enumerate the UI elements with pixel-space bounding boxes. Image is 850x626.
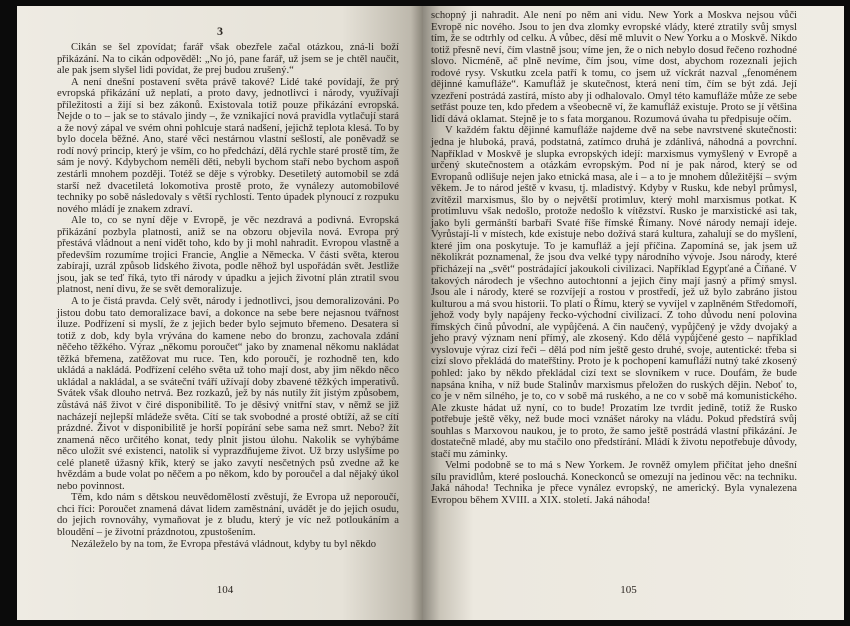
paragraph: schopný ji nahradit. Ale není po něm ani vidu. New York a Moskva nejsou vůči Evropě nic nového. Jsou to jen dva zlomky evropské vlády, které ztratily svůj smysl tím, že se odtrhly od celku. A vůbec, děsí mě mluvit o New Yorku a o Moskvě. Nikdo totiž přesně neví, čím vlastně jsou; víme jen, že o nich nebylo dosud řečeno rozhodné slovo. Nicméně, ač plně nevíme, čím jsou, víme dost, abychom rozeznali jejich rodové rysy. Vskutku zcela patří k tomu, co jsem už víckrát nazval „fenoménem dějinné kamufláže“. Kamufláž je skutečnost, která není tím, čím se být zdá. Její vzezření postrádá zastírá, místo aby ji odhalovalo. Omyl této kamufláže může ze sebe setřást pouze ten, kdo předem a všeobecně ví, že kamufláž existuje. Proto se jí většina lidí dává oklamat. Stejně je to s fata morganou. Rozumová úvaha tu předpisuje očím. bbox=[431, 10, 797, 125]
paragraph: V každém faktu dějinné kamufláže najdeme dvě na sebe navrstvené skutečnosti: jedna je hluboká, pravá, podstatná, zatímco druhá je zdánlivá, náhodná a povrchní. Například v Moskvě je slupka evropských idejí: marxismus vymyšlený v Evropě a určený skutečnostem a otázkám evropským. Pod ní je pak národ, který se od Evropanů odlišuje nejen jako etnická masa, ale i – a to je mnohem důležitější – svým věkem. Je to národ ještě v kvasu, tj. mladistvý. Kdyby v Rusku, kde nebyl průmysl, zvítězil marxismus, šlo by o největší protimluv, který mohl marxismus potkat. K protimluvu však nedošlo, protože nedošlo k vítězství. Rusko je marxistické asi tak, jako byli germánští barbaři Svaté říše římské Římany. Nové národy nemají ideje. Vyrůstají-li v místech, kde existuje nebo dožívá stará kultura, zahalují se do myšlení, které jim ona poskytuje. To je kamufláž a její příčina. Zapomíná se, jak jsem už několikrát poznamenal, že jsou dva velké typy národního vývoje. Jsou národy, které přicházejí na „svět“ postrádající jakoukoli civilizaci. Například Egypťané a Číňané. V takových národech je všechno autochtonní a jejich činy mají jasný a přímý smysl. Jsou ale i národy, které se rozvíjejí a rostou v prostředí, jež už bylo zabráno jistou kulturou a má svou historii. To platí o Římu, který se vyvíjel v zaplněném Středomoří, jehož vody byly napájeny řecko-východní civilizací. Z toho důvodu není polovina římských činů původní, ale vypůjčená. A čin naučený, vypůjčený je vždy dvojaký a jeho pravý význam není přímý, ale zkosený. Kdo dělá vypůjčené gesto – například vyslovuje výraz cizí řeči – dělá pod ním ještě gesto druhé, svoje, autentické: třeba si cizí slovo překládá do mateřštiny. Proto je k pochopení kamufláží nutný také zkosený pohled: jako by někdo překládal cizí text se slovníkem v ruce. Doufám, že bude napsána kniha, v níž bude Stalinův marxismus přeložen do ruských dějin. Neboť to, co je v něm silného, je to, co v sobě má ruského, a ne co v sobě má komunistického. Ale zkuste hádat už nyní, co to bude! Prozatím lze tvrdit jedině, totiž že Rusko potřebuje ještě věky, než bude moci vznášet nároky na vládu. Pokud předstírá svůj souhlas s Marxovou naukou, je to proto, že samo ještě postrádá vlastní přikázání. Je dostatečně mladé, aby mu stačilo ono předstírání. Mládí k životu nepotřebuje důvody, stačí mu záminky. bbox=[431, 125, 797, 460]
right-page-text bbox=[431, 10, 797, 507]
paragraph: Ale to, co se nyní děje v Evropě, je věc nezdravá a podivná. Evropská přikázání pozbyla platnosti, aniž se na obzoru objevila nová. Evropa prý přestává vládnout a není vidět toho, kdo by ji mohl nahradit. Evropou vlastně a především rozumíme trojici Francie, Anglie a Německa. V části světa, kterou zabírají, uzrál způsob lidského života, podle něhož byl uspořádán svět. Jestliže jsou, jak se teď říká, tyto tři národy v úpadku a jejich životní plán ztratil svou platnost, není divu, že se svět demoralizuje. bbox=[57, 215, 399, 296]
paragraph: Nezáleželo by na tom, že Evropa přestává vládnout, kdyby tu byl někdo bbox=[71, 538, 377, 550]
left-page bbox=[17, 6, 423, 620]
paragraph: A to je čistá pravda. Celý svět, národy i jednotlivci, jsou demoralizováni. Po jistou dobu tato demoralizace baví, a dokonce na sebe bere nejasnou tvářnost iluze. Podřízení si myslí, že z jejich beder bylo sejmuto břemeno. Desatera si totiž z dob, kdy byla vrývána do kamene nebo do bronzu, zachovala zdání něčeho těžkého. Výraz „někomu poroučet“ jako by znamenal někomu nakládat těžká břemena, zatěžovat mu ruce. Ten, kdo poroučí, je rozhodně ten, kdo ukládá a nakládá. Podřízení celého světa už toho mají dost, aby jim někdo něco ukládal a nakládal, a se sváteční tváří užívají doby zbavené těžkých imperativů. Svátek však dlouho netrvá. Bez rozkazů, jež by nás nutily žít jistým způsobem, zůstává náš život v čiré disponibilitě. To je děsivý vnitřní stav, v němž se již nacházejí nejlepší mládeže světa. Cítí se tak svobodné a prosté obtíží, až se cítí prázdné. Život v disponibilitě je horší popírání sebe sama než smrt. Nebo? žít znamená něco určitého konat, tedy plnit jistou úlohu. Nakolik se vyhýbáme něco uložit své existenci, natolik si vyprazdňujeme život. Už brzy uslyšíme po celé planetě úžasný křik, který se jako zavytí nesčetných psů zvedne až ke hvězdám a bude volat po něčem a po někom, kdo by poroučel a dal nějaký úkol nebo povinnost. bbox=[57, 296, 399, 492]
paragraph: Těm, kdo nám s dětskou neuvědomělostí zvěstují, že Evropa už neporoučí, chci říci: Poroučet znamená dávat lidem zaměstnání, uvádět je do jejich osudu, do jejich rovnováhy, vymaňovat je z bludu, který je víc než potloukáním a bloudění – je životní prázdnotou, zpustošením. bbox=[57, 492, 399, 538]
paragraph: Cikán se šel zpovídat; farář však obezřele začal otázkou, zná-li boží přikázání. Na to cikán odpověděl: „No jó, pane farář, už jsem se je chtěl naučit, ale pak jsem slyšel lidi povídat, že prej budou zrušený.“ bbox=[57, 42, 399, 77]
left-header-number: 3 bbox=[217, 24, 223, 38]
paragraph: A není dnešní postavení světa právě takové? Lidé také povídají, že prý evropská přikázání už neplatí, a proto davy, jednotlivci i národy, využívají příležitosti a žijí si bez zákonů. Existovala totiž pouze přikázání evropská. Nejde o to – jak se to stávalo jindy –, že vznikající nová pravidla vytlačují stará a že nový zápal ve svém ohni pohlcuje stará nadšení, jejichž teplota klesá. To by bylo docela běžné. Ano, staré věci nestárnou vlastní sešlostí, ale poněvadž se rodí nový princip, který je vším, co ho předchází, dělá rychle staré prostě tím, že sám je nový. Kdybychom neměli děti, nebyli bychom staří nebo bychom aspoň zestárli mnohem později. Totéž se děje s výrobky. Desetiletý automobil se zdá starší než dvacetiletá lokomotiva prostě proto, že vynálezy automobilové techniky po sobě následovaly s větší rychlostí. Tento úpadek plynoucí z rozpuku nového mládí je znakem zdraví. bbox=[57, 76, 399, 215]
paragraph: Velmi podobně se to má s New Yorkem. Je rovněž omylem přičítat jeho dnešní sílu pravidlům, které poslouchá. Koneckonců se omezují na jedinou věc: na techniku. Jaká náhoda! Technika je přece vynález evropský, ne americký. Byla vynalezena Evropou během XVIII. a XIX. století. Jaká náhoda! bbox=[431, 460, 797, 506]
left-page-number: 104 bbox=[216, 584, 234, 596]
left-page-text bbox=[57, 42, 399, 550]
right-page-number: 105 bbox=[620, 584, 637, 596]
right-page bbox=[423, 6, 844, 620]
